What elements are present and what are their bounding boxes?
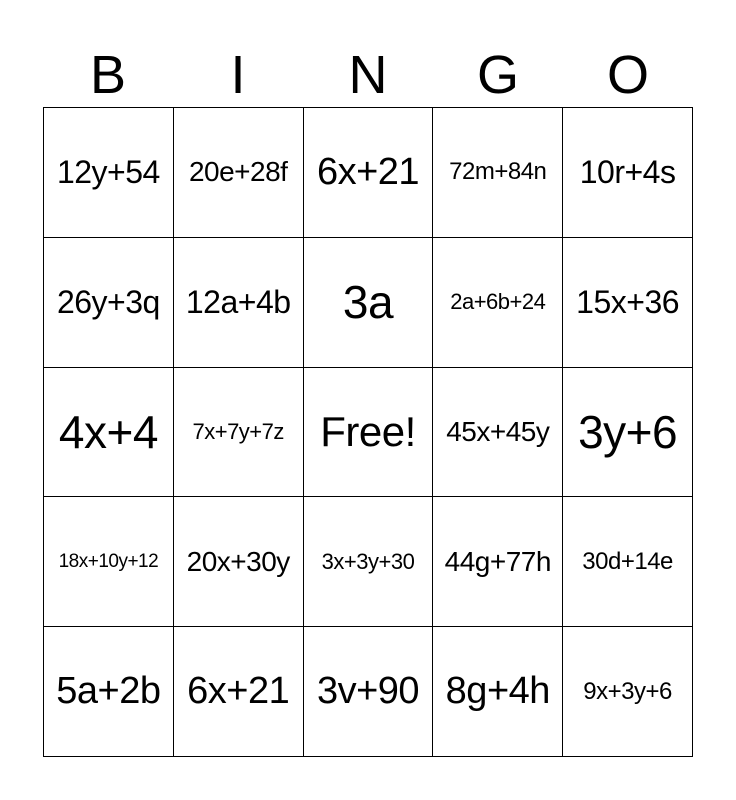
header-letter-b: B <box>89 45 127 105</box>
header-letter-i: I <box>230 45 246 105</box>
bingo-cell-r1-c2[interactable]: 20e+28f <box>174 108 304 238</box>
bingo-cell-r3-c2[interactable]: 7x+7y+7z <box>174 368 304 498</box>
bingo-cell-r2-c5[interactable]: 15x+36 <box>563 238 693 368</box>
bingo-cell-r2-c2[interactable]: 12a+4b <box>174 238 304 368</box>
bingo-cell-r3-c1[interactable]: 4x+4 <box>44 368 174 498</box>
bingo-header <box>43 44 693 106</box>
header-letter-n: N <box>348 45 388 105</box>
bingo-cell-r2-c4[interactable]: 2a+6b+24 <box>433 238 563 368</box>
bingo-cell-r5-c1[interactable]: 5a+2b <box>44 627 174 757</box>
bingo-cell-r1-c3[interactable]: 6x+21 <box>304 108 434 238</box>
bingo-board <box>43 107 693 757</box>
bingo-cell-r3-c4[interactable]: 45x+45y <box>433 368 563 498</box>
bingo-cell-r1-c1[interactable]: 12y+54 <box>44 108 174 238</box>
bingo-cell-r2-c3[interactable]: 3a <box>304 238 434 368</box>
bingo-cell-r2-c1[interactable]: 26y+3q <box>44 238 174 368</box>
bingo-cell-r4-c3[interactable]: 3x+3y+30 <box>304 497 434 627</box>
bingo-cell-free[interactable]: Free! <box>304 368 434 498</box>
bingo-cell-r5-c2[interactable]: 6x+21 <box>174 627 304 757</box>
bingo-cell-r5-c5[interactable]: 9x+3y+6 <box>563 627 693 757</box>
bingo-cell-r4-c1[interactable]: 18x+10y+12 <box>44 497 174 627</box>
bingo-cell-r1-c5[interactable]: 10r+4s <box>563 108 693 238</box>
bingo-cell-r1-c4[interactable]: 72m+84n <box>433 108 563 238</box>
bingo-cell-r5-c4[interactable]: 8g+4h <box>433 627 563 757</box>
header-letter-o: O <box>606 45 649 105</box>
bingo-cell-r5-c3[interactable]: 3v+90 <box>304 627 434 757</box>
bingo-cell-r4-c5[interactable]: 30d+14e <box>563 497 693 627</box>
bingo-cell-r4-c2[interactable]: 20x+30y <box>174 497 304 627</box>
header-letter-g: G <box>476 45 519 105</box>
bingo-cell-r3-c5[interactable]: 3y+6 <box>563 368 693 498</box>
bingo-cell-r4-c4[interactable]: 44g+77h <box>433 497 563 627</box>
